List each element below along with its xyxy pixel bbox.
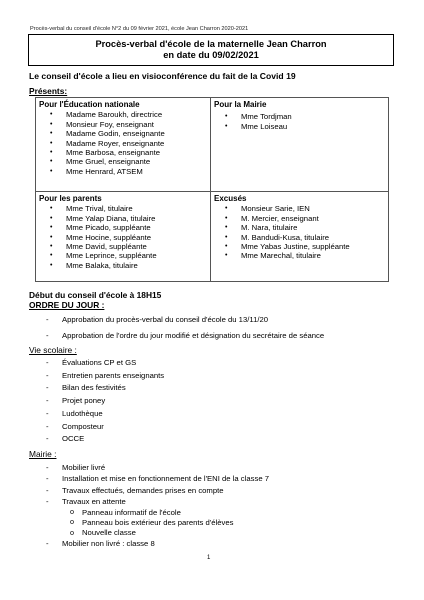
list-item: - Évaluations CP et GS xyxy=(46,357,164,370)
presents-heading: Présents: xyxy=(29,86,68,96)
sublist-item: o Panneau informatif de l'école xyxy=(70,508,269,518)
document-title xyxy=(28,34,394,66)
list-item: • Mme David, suppléante xyxy=(66,242,207,251)
attendance-table xyxy=(35,97,389,282)
ordre-du-jour-list xyxy=(46,313,324,342)
list-item: • Mme Marechal, titulaire xyxy=(241,251,385,260)
list-item: - Entretien parents enseignants xyxy=(46,370,164,383)
cell-title-mairie: Pour la Mairie xyxy=(214,100,267,109)
list-item: - Mobilier livré xyxy=(46,462,269,473)
education-nationale-list xyxy=(39,110,207,176)
title-line-1: Procès-verbal d'école de la maternelle Jean Charron xyxy=(95,39,327,49)
running-header: Procès-verbal du conseil d'école N°2 du 09 février 2021, école Jean Charron 2020-2021 xyxy=(30,26,249,32)
list-item: • Mme Leprince, suppléante xyxy=(66,251,207,260)
list-item: • Mme Loiseau xyxy=(241,122,385,131)
list-item: • Mme Picado, suppléante xyxy=(66,223,207,232)
title-line-2: en date du 09/02/2021 xyxy=(163,50,259,60)
intro-statement: Le conseil d'école a lieu en visioconférence du fait de la Covid 19 xyxy=(29,71,296,81)
list-item: • Mme Yalap Diana, titulaire xyxy=(66,214,207,223)
list-item: • Monsieur Foy, enseignant xyxy=(66,120,207,129)
list-item xyxy=(46,496,269,538)
list-item: - Projet poney xyxy=(46,395,164,408)
list-item: • Mme Hocine, suppléante xyxy=(66,233,207,242)
meeting-start: Début du conseil d'école à 18H15 xyxy=(29,290,162,300)
list-item: • Mme Balaka, titulaire xyxy=(66,261,207,270)
list-item: • Mme Henrard, ATSEM xyxy=(66,167,207,176)
list-item: • Mme Barbosa, enseignante xyxy=(66,148,207,157)
travaux-en-attente-sublist xyxy=(70,508,269,539)
vie-scolaire-heading: Vie scolaire : xyxy=(29,345,77,355)
cell-education-nationale xyxy=(36,98,211,192)
list-item: • Mme Gruel, enseignante xyxy=(66,157,207,166)
list-item: • Mme Yabas Justine, suppléante xyxy=(241,242,385,251)
list-item: • Mme Tordjman xyxy=(241,112,385,121)
excuses-list xyxy=(214,204,385,260)
list-item: - Bilan des festivités xyxy=(46,382,164,395)
mairie-list xyxy=(214,112,385,131)
list-item: - OCCE xyxy=(46,433,164,446)
page-number: 1 xyxy=(207,555,211,561)
list-item: • M. Bandudi-Kusa, titulaire xyxy=(241,233,385,242)
parents-list xyxy=(39,204,207,270)
mairie-section-heading: Mairie : xyxy=(29,449,57,459)
vie-scolaire-list xyxy=(46,357,164,446)
list-item: • Monsieur Sarie, IEN xyxy=(241,204,385,213)
cell-excuses xyxy=(211,192,389,282)
list-item: - Composteur xyxy=(46,421,164,434)
list-item: - Travaux effectués, demandes prises en compte xyxy=(46,485,269,496)
list-item: • M. Nara, titulaire xyxy=(241,223,385,232)
cell-title-excuses: Excusés xyxy=(214,194,247,203)
list-item: • Madame Godin, enseignante xyxy=(66,129,207,138)
list-item: - Approbation du procès-verbal du conseil d'école du 13/11/20 xyxy=(46,313,324,326)
mairie-section-list xyxy=(46,462,269,550)
ordre-du-jour-heading: ORDRE DU JOUR : xyxy=(29,300,105,310)
cell-mairie xyxy=(211,98,389,192)
list-item: - Installation et mise en fonctionnement de l'ENI de la classe 7 xyxy=(46,473,269,484)
list-item: • Madame Royer, enseignante xyxy=(66,139,207,148)
sublist-item: o Nouvelle classe xyxy=(70,528,269,538)
list-item: - Approbation de l'ordre du jour modifié et désignation du secrétaire de séance xyxy=(46,329,324,342)
list-item: - Ludothèque xyxy=(46,408,164,421)
cell-title-parents: Pour les parents xyxy=(39,194,102,203)
list-item: • Mme Trival, titulaire xyxy=(66,204,207,213)
list-item: • M. Mercier, enseignant xyxy=(241,214,385,223)
cell-parents xyxy=(36,192,211,282)
list-item: - Mobilier non livré : classe 8 xyxy=(46,538,269,549)
list-item: • Madame Baroukh, directrice xyxy=(66,110,207,119)
sublist-item: o Panneau bois extérieur des parents d'élèves xyxy=(70,518,269,528)
cell-title-education-nationale: Pour l'Éducation nationale xyxy=(39,100,140,109)
list-item-label: Travaux en attente xyxy=(62,497,126,507)
